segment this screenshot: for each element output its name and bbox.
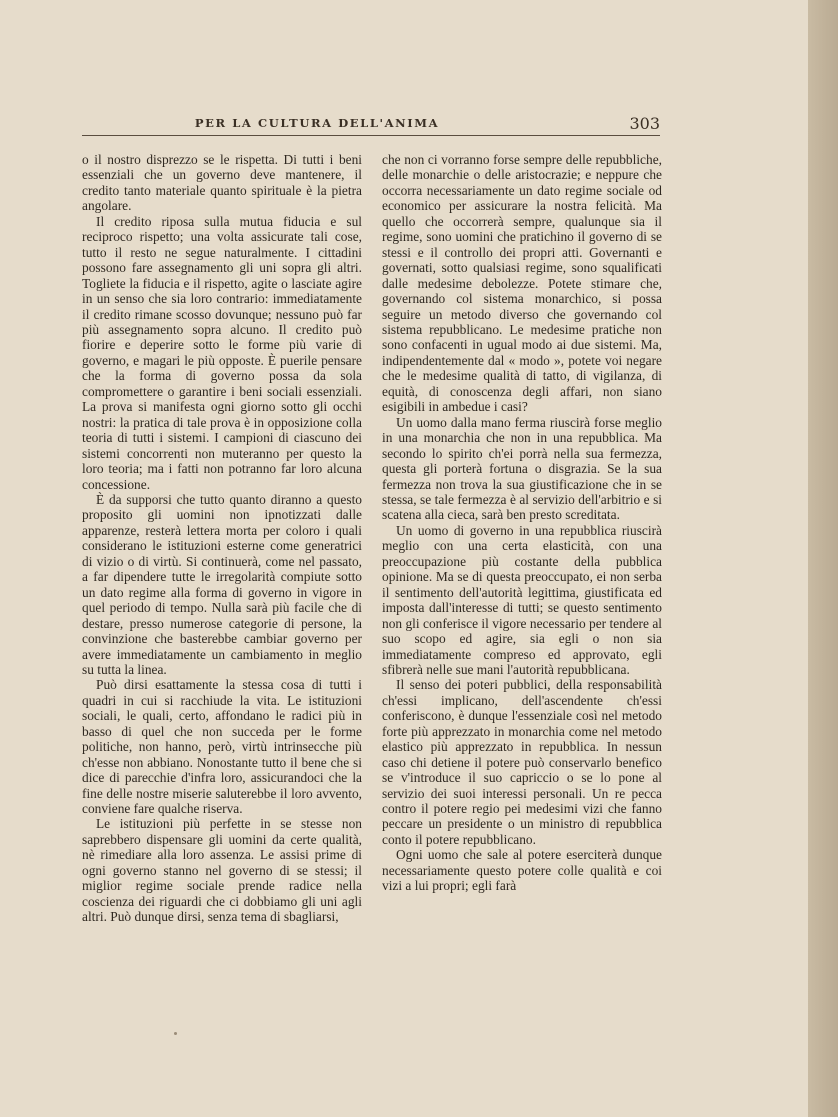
right-column bbox=[382, 152, 662, 894]
paragraph: Può dirsi esattamente la stessa cosa di tutti i quadri in cui si racchiude la vita. Le istituzioni sociali, le quali, certo, affondano le radici più in basso di quel che non succeda per le forme politiche, non hanno, però, virtù intrinsecche più ch'esse non abbiano. Nonostante tutto il bene che si dice di parecchie d'infra loro, assicurandoci che la fine delle nostre miserie saluterebbe il loro avvento, conviene fare qualche riserva. bbox=[82, 677, 362, 817]
paragraph: Le istituzioni più perfette in se stesse non saprebbero dispensare gli uomini da certe qualità, nè rimediare alla loro assenza. Le assisi prime di ogni governo stanno nel governo di se stessi; il miglior regime sociale prende radice nella coscienza dei riguardi che ci dobbiamo gli uni agli altri. Può dunque dirsi, senza tema di sbagliarsi, bbox=[82, 816, 362, 925]
paragraph: Un uomo dalla mano ferma riuscirà forse meglio in una monarchia che non in una repubblica. Ma secondo lo spirito ch'ei porrà nella sua fermezza, questa gli porterà fortuna o disgrazia. Se la sua fermezza non trova la sua giustificazione che in se stessa, se tale fermezza è al servizio dell'arbitrio e si scatena alla cieca, sarà ben presto screditata. bbox=[382, 414, 662, 523]
paragraph: Un uomo di governo in una repubblica riuscirà meglio con una certa elasticità, con una preoccupazione più costante della pubblica opinione. Ma se di questa preoccupato, ei non serba il sentimento dell'autorità legittima, giustificata ed imposta dall'interesse di tutti; se questo sentimento non gli conferisce il vigore necessario per tendere al suo scopo ed agire, sia egli o non sia immediatamente compreso ed approvato, egli sfibrerà nelle sue mani l'autorità repubblicana. bbox=[382, 522, 662, 677]
running-title: PER LA CULTURA DELL'ANIMA bbox=[194, 116, 440, 130]
paragraph: Il senso dei poteri pubblici, della responsabilità ch'essi implicano, dell'ascendente ch'essi conferiscono, è dunque l'essenziale così nel metodo forte più apprezzato in monarchia come nel metodo elastico più apprezzato in repubblica. In nessun caso chi detiene il potere può conservarlo benefico se v'introduce il suo capriccio o se lo pone al servizio dei suoi interessi personali. Un re pecca contro il potere regio pei medesimi vizi che fanno peccare un presidente o un ministro di repubblica conto il potere repubblicano. bbox=[382, 677, 662, 847]
page-number: 303 bbox=[629, 114, 660, 133]
paragraph: È da supporsi che tutto quanto diranno a questo proposito gli uomini non ipnotizzati dalle apparenze, resterà lettera morta per coloro i quali considerano le istituzioni esterne come generatrici di vizio o di virtù. Si continuerà, come nel passato, a far dipendere tutte le irregolarità compiute sotto un dato regime alla forma di governo in vigore in quel periodo di tempo. Nulla sarà più facile che di destare, presso numerose categorie di persone, la convinzione che basterebbe cambiar governo per avere immediatamente un cambiamento in meglio su tutta la linea. bbox=[82, 491, 362, 677]
paper-speck bbox=[174, 1032, 177, 1035]
left-column bbox=[82, 152, 362, 925]
page-header bbox=[82, 114, 660, 134]
paragraph: o il nostro disprezzo se le rispetta. Di tutti i beni essenziali che un governo deve mantenere, il credito tanto materiale quanto spirituale è la pietra angolare. bbox=[82, 152, 362, 214]
page-edge bbox=[808, 0, 838, 1117]
header-rule bbox=[82, 135, 660, 136]
paragraph: Il credito riposa sulla mutua fiducia e sul reciproco rispetto; una volta assicurate tali cose, tutto il resto ne segue naturalmente. I cittadini possono fare assegnamento gli uni sopra gli altri. Togliete la fiducia e il rispetto, agite o lasciate agire in un senso che sia loro contrario: immediatamente il credito rimane scosso dovunque; nessuno può far più assegnamento sopra alcuno. Il credito può fiorire e deperire sotto le forme più varie di governo, e magari le più opposte. È puerile pensare che la forma di governo possa da sola compromettere o garantire i beni sociali essenziali. La prova si manifesta ogni giorno sotto gli occhi nostri: la pratica di tale prova è in opposizione colla teoria di tutti i sistemi. I campioni di ciascuno dei sistemi concorrenti non muteranno per questo la loro teoria; ma i fatti non potranno far loro alcuna concessione. bbox=[82, 213, 362, 492]
paragraph: Ogni uomo che sale al potere eserciterà dunque necessariamente questo potere colle qualità e coi vizi a lui propri; egli farà bbox=[382, 847, 662, 894]
paragraph: che non ci vorranno forse sempre delle repubbliche, delle monarchie o delle aristocrazie; e neppure che occorra necessariamente un dato regime sociale od economico per assicurare la nostra felicità. Ma quello che occorrerà sempre, qualunque sia il regime, sono uomini che pratichino il governo di se stessi e il controllo dei propri atti. Governanti e governati, sotto qualsiasi regime, sono squalificati dalle medesime debolezze. Potete stimare che, governando col sistema monarchico, si possa seguire un metodo diverso che governando col sistema repubblicano. Le medesime pratiche non sono confacenti in ugual modo ai due sistemi. Ma, indipendentemente dal « modo », potete voi negare che le medesime qualità di tatto, di vigilanza, di equità, di conoscenza degli affari, non siano esigibili in ambedue i casi? bbox=[382, 152, 662, 415]
